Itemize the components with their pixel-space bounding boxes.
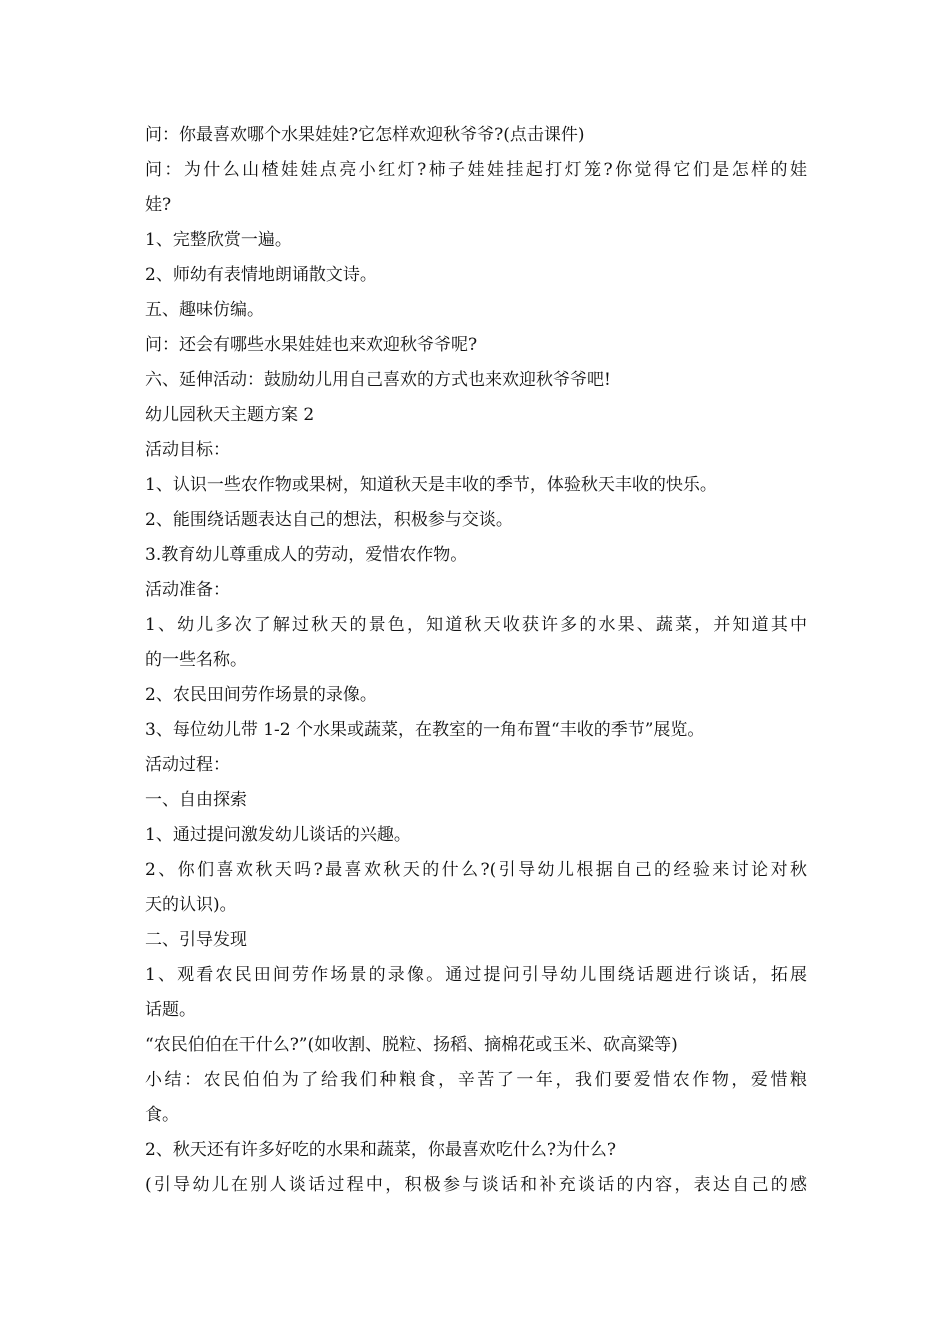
text-line: 1、认识一些农作物或果树，知道秋天是丰收的季节，体验秋天丰收的快乐。 — [145, 475, 717, 495]
text-line: 问：还会有哪些水果娃娃也来欢迎秋爷爷呢? — [145, 335, 478, 355]
section-heading: 二、引导发现 — [145, 930, 247, 950]
text-line: 1、幼儿多次了解过秋天的景色，知道秋天收获许多的水果、蔬菜，并知道其中 — [145, 615, 807, 635]
text-line: 3.教育幼儿尊重成人的劳动，爱惜农作物。 — [145, 545, 468, 565]
section-heading: 活动目标： — [145, 440, 230, 460]
text-line: 话题。 — [145, 1000, 196, 1020]
text-line: 天的认识)。 — [145, 895, 237, 915]
text-line: 问：为什么山楂娃娃点亮小红灯?柿子娃娃挂起打灯笼?你觉得它们是怎样的娃 — [145, 160, 807, 180]
text-line: 3、每位幼儿带 1-2 个水果或蔬菜，在教室的一角布置“丰收的季节”展览。 — [145, 720, 705, 740]
section-heading: 五、趣味仿编。 — [145, 300, 264, 320]
section-heading: 一、自由探索 — [145, 790, 247, 810]
text-line: 1、观看农民田间劳作场景的录像。通过提问引导幼儿围绕话题进行谈话，拓展 — [145, 965, 807, 985]
text-line: 食。 — [145, 1105, 179, 1125]
text-line: 2、师幼有表情地朗诵散文诗。 — [145, 265, 377, 285]
text-line: 1、通过提问激发幼儿谈话的兴趣。 — [145, 825, 411, 845]
text-line: “农民伯伯在干什么?”(如收割、脱粒、扬稻、摘棉花或玉米、砍高粱等) — [145, 1035, 678, 1055]
document-body — [145, 118, 807, 1203]
plan-title: 幼儿园秋天主题方案 2 — [145, 405, 315, 425]
text-line: (引导幼儿在别人谈话过程中，积极参与谈话和补充谈话的内容，表达自己的感 — [145, 1175, 807, 1195]
text-line: 小结：农民伯伯为了给我们种粮食，辛苦了一年，我们要爱惜农作物，爱惜粮 — [145, 1070, 807, 1090]
section-heading: 活动过程： — [145, 755, 230, 775]
text-line: 2、能围绕话题表达自己的想法，积极参与交谈。 — [145, 510, 513, 530]
text-line: 问：你最喜欢哪个水果娃娃?它怎样欢迎秋爷爷?(点击课件) — [145, 125, 585, 145]
text-line: 2、农民田间劳作场景的录像。 — [145, 685, 377, 705]
text-line: 2、秋天还有许多好吃的水果和蔬菜，你最喜欢吃什么?为什么? — [145, 1140, 617, 1160]
section-heading: 活动准备： — [145, 580, 230, 600]
section-heading: 六、延伸活动：鼓励幼儿用自己喜欢的方式也来欢迎秋爷爷吧! — [145, 370, 611, 390]
text-line: 的一些名称。 — [145, 650, 247, 670]
text-line: 2、你们喜欢秋天吗?最喜欢秋天的什么?(引导幼儿根据自己的经验来讨论对秋 — [145, 860, 807, 880]
text-line: 1、完整欣赏一遍。 — [145, 230, 292, 250]
text-line: 娃? — [145, 195, 172, 215]
